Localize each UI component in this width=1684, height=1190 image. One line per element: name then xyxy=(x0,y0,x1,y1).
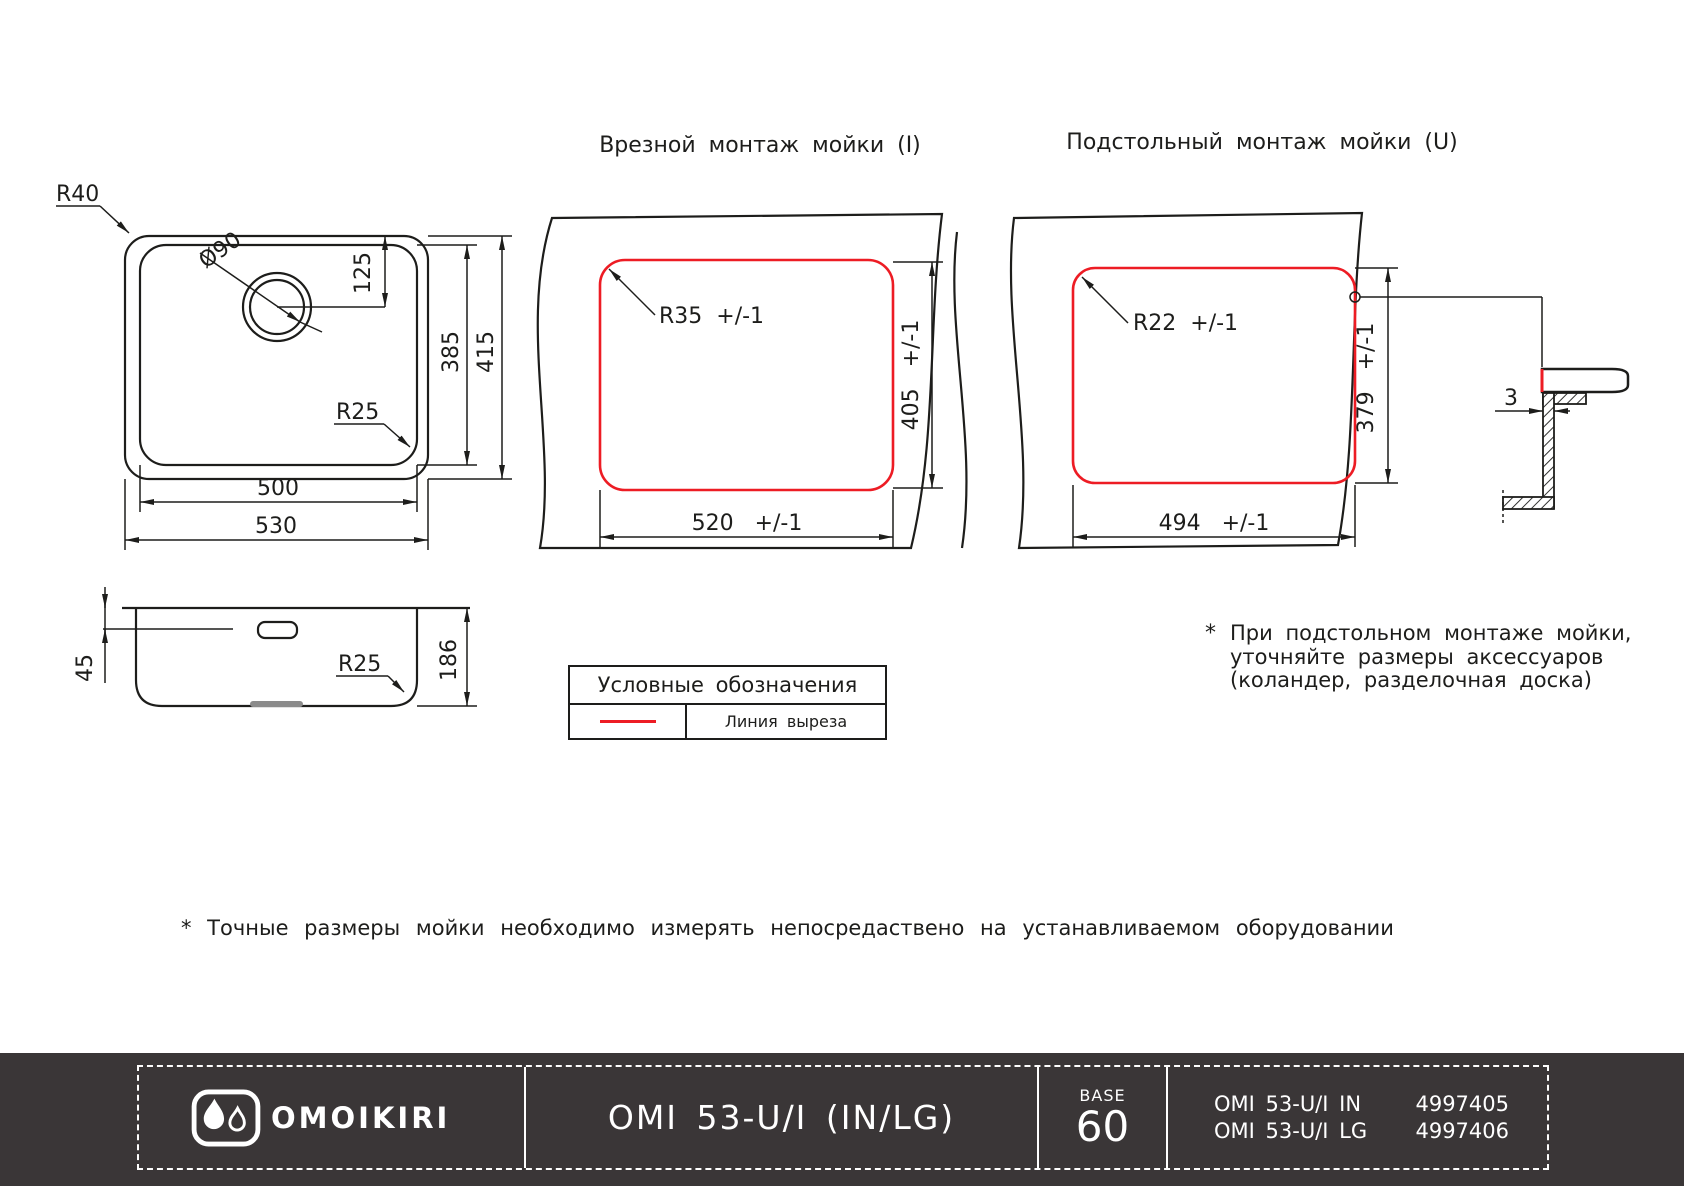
base-label: BASE xyxy=(1079,1086,1126,1105)
dim-overflow-offset: 45 xyxy=(73,654,98,682)
dim-bowl-width: 500 xyxy=(257,476,299,501)
dim-r35: R35 +/-1 xyxy=(659,304,765,329)
sku-code: 4997405 xyxy=(1415,1092,1509,1116)
sink-bottom-section xyxy=(1503,497,1554,509)
base-value: 60 xyxy=(1075,1102,1130,1151)
sink-wall-section xyxy=(1543,393,1554,508)
footer-bar xyxy=(0,1053,1684,1186)
cut-line-sample xyxy=(600,720,656,723)
inset-mount-drawing xyxy=(538,133,943,548)
brand-name: OMOIKIRI xyxy=(271,1100,451,1135)
dim-bowl-depth: 385 xyxy=(439,331,464,373)
drop-icon-small xyxy=(230,1108,245,1130)
brand-cell xyxy=(139,1067,524,1168)
countertop-under xyxy=(1011,213,1362,548)
under-mount-drawing xyxy=(954,130,1542,548)
note-asterisk: * xyxy=(1205,621,1216,646)
overflow-hole xyxy=(258,622,297,638)
legend-sample-cell xyxy=(570,705,687,738)
dim-wall-thickness: 3 xyxy=(1504,386,1518,411)
countertop-edge-section xyxy=(1542,369,1628,392)
dim-inset-height: 405 +/-1 xyxy=(899,319,924,431)
dim-r40: R40 xyxy=(56,182,100,207)
sku-model: OMI 53-U/I LG xyxy=(1214,1119,1368,1143)
legend-box xyxy=(568,665,887,740)
break-line-left xyxy=(954,232,966,548)
top-view-drawing xyxy=(56,182,512,550)
undermount-note-line2: уточняйте размеры аксессуаров xyxy=(1230,644,1604,669)
drop-icon-large xyxy=(204,1098,224,1128)
dim-overall-height: 186 xyxy=(437,639,462,681)
model-title: OMI 53-U/I (IN/LG) xyxy=(524,1067,1037,1168)
dim-overall-width: 530 xyxy=(255,514,297,539)
dim-r25-top: R25 xyxy=(336,400,380,425)
dim-hole-diameter: Ø90 xyxy=(194,227,247,274)
undermount-note-line1: При подстольном монтаже мойки, xyxy=(1230,621,1632,645)
sku-model: OMI 53-U/I IN xyxy=(1214,1092,1362,1116)
dim-overall-depth: 415 xyxy=(474,331,499,373)
inset-mount-title: Врезной монтаж мойки (I) xyxy=(599,133,921,158)
cutout-line-inset xyxy=(600,260,893,490)
legend-title: Условные обозначения xyxy=(570,667,885,705)
measure-note: * Точные размеры мойки необходимо измерять непосредаствено на устанавливаемом оборудовании xyxy=(181,916,1394,940)
base-cell xyxy=(1037,1067,1166,1168)
side-view-drawing xyxy=(73,587,477,707)
sku-code: 4997406 xyxy=(1415,1119,1509,1143)
under-mount-title: Подстольный монтаж мойки (U) xyxy=(1066,130,1458,155)
drain-pad xyxy=(250,701,303,707)
dim-under-width: 494 +/-1 xyxy=(1158,511,1270,536)
footer-title-block xyxy=(137,1065,1549,1170)
dim-r25-side: R25 xyxy=(338,652,382,677)
sku-row xyxy=(1214,1092,1509,1116)
dim-inset-width: 520 +/-1 xyxy=(691,511,803,536)
section-detail-drawing xyxy=(1495,369,1628,523)
omoikiri-logo-icon xyxy=(191,1089,261,1147)
dim-r22: R22 +/-1 xyxy=(1133,311,1239,336)
undermount-note xyxy=(1205,622,1631,693)
legend-cut-line-label: Линия выреза xyxy=(724,712,848,731)
dim-hole-offset: 125 xyxy=(351,252,376,294)
cutout-line-under xyxy=(1073,268,1355,483)
undermount-note-line3: (коландер, разделочная доска) xyxy=(1230,668,1592,692)
dim-under-height: 379 +/-1 xyxy=(1354,322,1379,434)
sku-list xyxy=(1166,1067,1547,1168)
sku-row xyxy=(1214,1119,1509,1143)
